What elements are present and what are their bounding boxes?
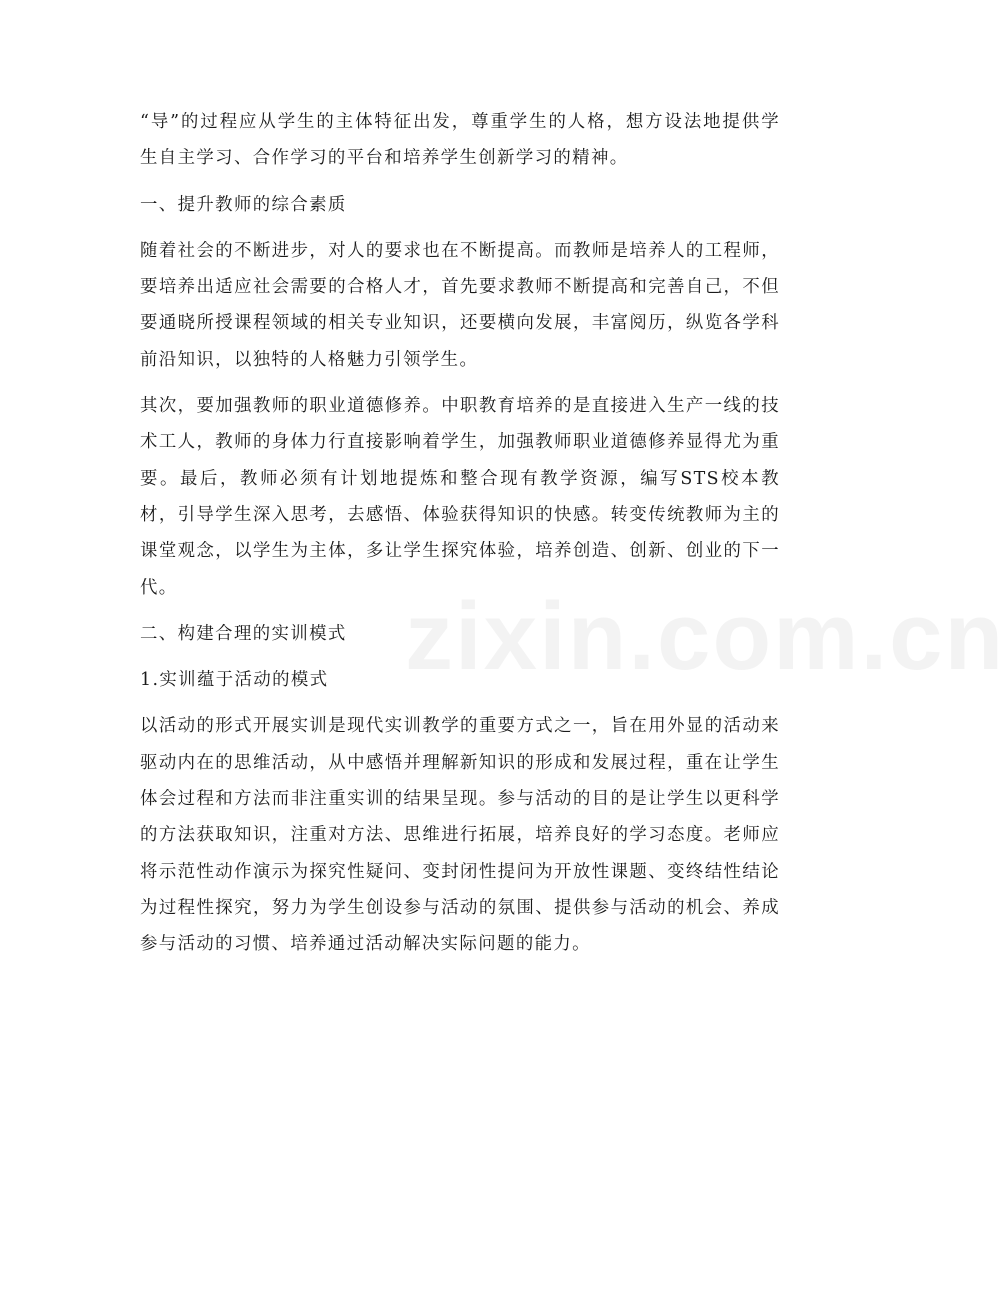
subsection-heading-1: 1.实训蕴于活动的模式 [140, 670, 329, 691]
section-heading-1: 一、提升教师的综合素质 [140, 194, 347, 215]
paragraph-professional-ethics: 其次，要加强教师的职业道德修养。中职教育培养的是直接进入生产一线的技术工人，教师的身体力行直接影响着学生，加强教师职业道德修养显得尤为重要。最后，教师必须有计划地提炼和整合现有教学资源，编写STS校本教材，引导学生深入思考，去感悟、体验获得知识的快感。转变传统教师为主的课堂观念，以学生为主体，多让学生探究体验，培养创造、创新、创业的下一代。 [140, 396, 780, 598]
watermark: zixin.com.cn [405, 583, 1005, 690]
paragraph-activity-model: 以活动的形式开展实训是现代实训教学的重要方式之一，旨在用外显的活动来驱动内在的思维活动，从中感悟并理解新知识的形成和发展过程，重在让学生体会过程和方法而非注重实训的结果呈现。参与活动的目的是让学生以更科学的方法获取知识，注重对方法、思维进行拓展，培养良好的学习态度。老师应将示范性动作演示为探究性疑问、变封闭性提问为开放性课题、变终结性结论为过程性探究，努力为学生创设参与活动的氛围、提供参与活动的机会、养成参与活动的习惯、培养通过活动解决实际问题的能力。 [140, 716, 780, 955]
section-heading-2: 二、构建合理的实训模式 [140, 623, 347, 644]
paragraph-intro: “导”的过程应从学生的主体特征出发，尊重学生的人格，想方设法地提供学生自主学习、合作学习的平台和培养学生创新学习的精神。 [140, 112, 780, 169]
paragraph-teacher-quality: 随着社会的不断进步，对人的要求也在不断提高。而教师是培养人的工程师，要培养出适应社会需要的合格人才，首先要求教师不断提高和完善自己，不但要通晓所授课程领域的相关专业知识，还要横向发展，丰富阅历，纵览各学科前沿知识，以独特的人格魅力引领学生。 [140, 240, 780, 370]
document-body [140, 104, 780, 973]
